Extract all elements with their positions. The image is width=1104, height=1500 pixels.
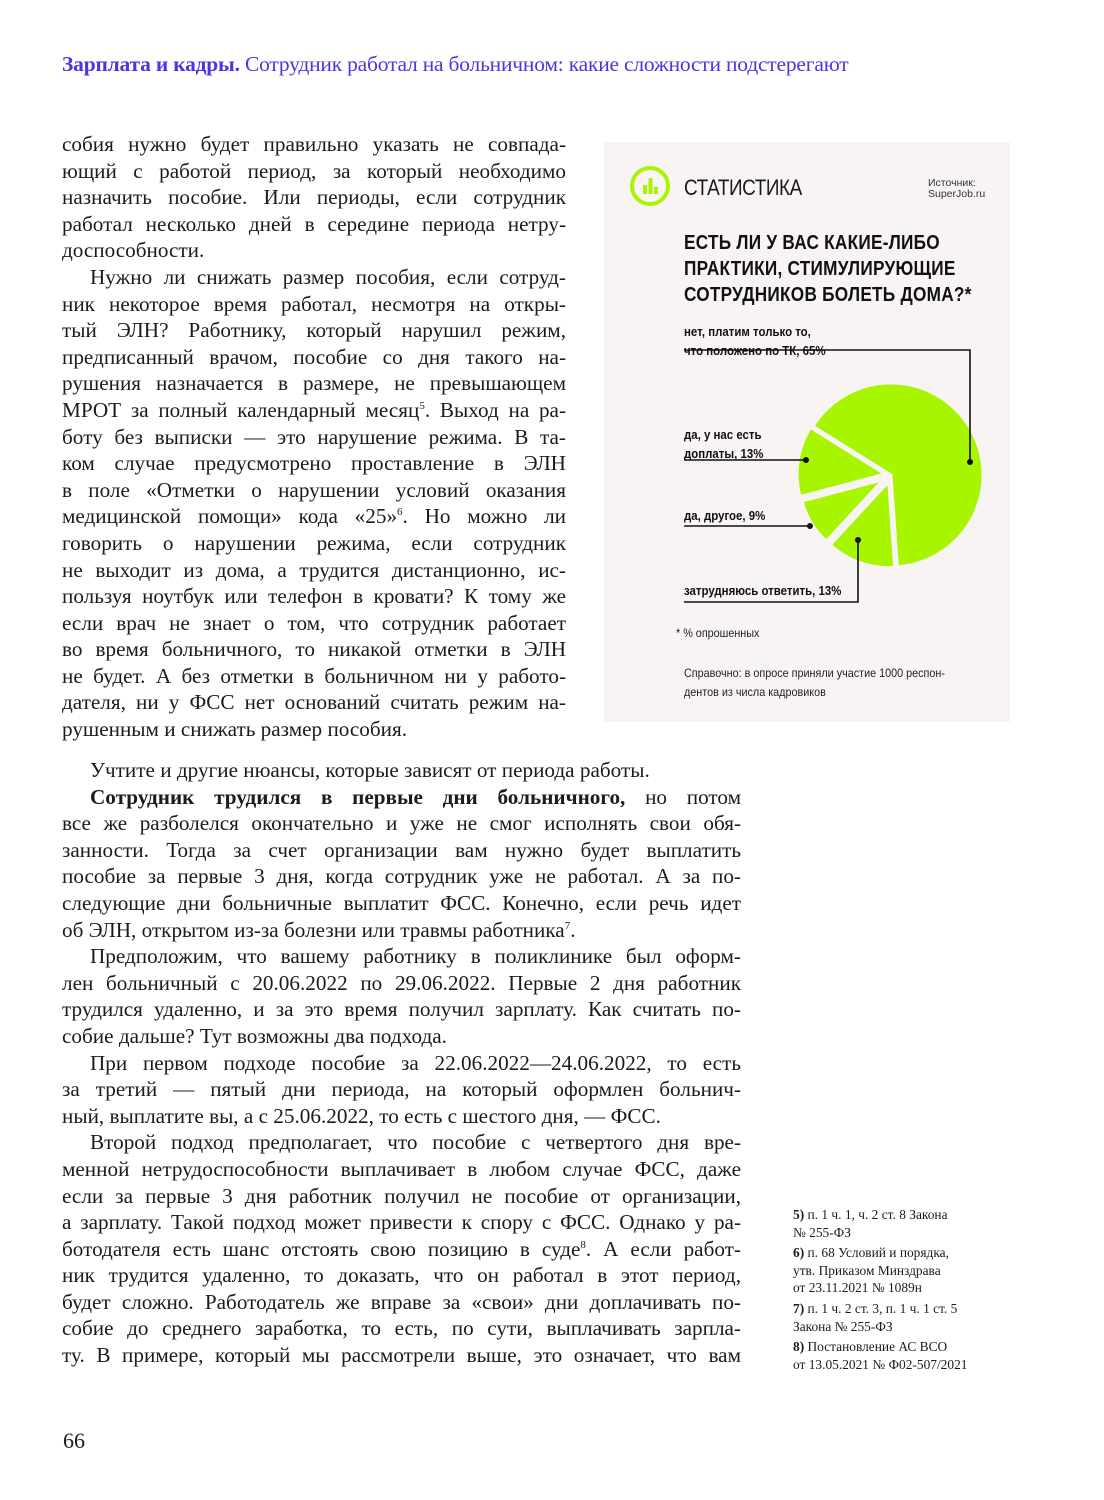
text-line: работал несколько дней в середине периода нетру- xyxy=(62,211,566,236)
footnote: 5) п. 1 ч. 1, ч. 2 ст. 8 Закона № 255-ФЗ xyxy=(793,1207,948,1240)
label-no xyxy=(684,322,826,360)
text-line: предписанный врачом, пособие со дня такого на- xyxy=(62,344,566,369)
text-line: следующие дни больничные выплатит ФСС. Конечно, если речь идет xyxy=(62,890,741,915)
text-line: во время больничного, то никакой отметки в ЭЛН xyxy=(62,637,566,662)
article-column-bottom xyxy=(62,757,741,1369)
text-line: лен больничный с 20.06.2022 по 29.06.2022. Первые 2 дня работник xyxy=(62,970,741,995)
text-line: собия нужно будет правильно указать не совпада- xyxy=(62,132,566,156)
footnote: 6) п. 68 Условий и порядка, утв. Приказом Минздрава от 23.11.2021 № 1089н xyxy=(793,1245,949,1296)
text-line: доспособности. xyxy=(62,238,205,263)
text-line: При первом подходе пособие за 22.06.2022—24.06.2022, то есть xyxy=(90,1050,741,1075)
question-line: ЕСТЬ ЛИ У ВАС КАКИЕ-ЛИБО xyxy=(684,232,940,254)
text-line: медицинской помощи» кода «25»$^6$. Но можно ли xyxy=(62,504,566,529)
text-line: ющий с работой период, за который необходимо xyxy=(62,158,566,183)
text-line: боту без выписки — это нарушение режима. В та- xyxy=(62,424,566,449)
bold-lead-in: Сотрудник трудился в первые дни больничного, xyxy=(90,784,626,809)
text-line: рушенным и снижать размер пособия. xyxy=(62,717,408,742)
running-header xyxy=(62,52,848,77)
reference-line: Справочно: в опросе приняли участие 1000 респон- xyxy=(684,666,945,680)
leader-dot xyxy=(855,537,861,543)
leader-dot xyxy=(807,523,813,529)
text-line: трудился удаленно, и за это время получил зарплату. Как считать по- xyxy=(62,997,741,1022)
text-line: ный, выплатите вы, а с 25.06.2022, то есть с шестого дня, — ФСС. xyxy=(62,1103,661,1128)
pie-chart xyxy=(604,142,1010,722)
statistics-box xyxy=(604,142,1010,722)
label-text: что положено по ТК, 65% xyxy=(684,343,826,358)
footnote-ref[interactable]: 6 xyxy=(397,506,403,519)
label-text: да, у нас есть xyxy=(684,427,762,442)
text-line: не будет. А без отметки в больничном ни у работо- xyxy=(62,663,566,688)
text-line: собие до среднего заработка, то есть, по сути, выплачивать зарпла- xyxy=(62,1316,741,1341)
text-line: за третий — пятый дни периода, на который оформлен больнич- xyxy=(62,1077,741,1102)
text-line: Учтите и другие нюансы, которые зависят от периода работы. xyxy=(90,758,650,782)
footnote: 8) Постановление АС ВСО от 13.05.2021 № Ф02-507/2021 xyxy=(793,1339,968,1372)
text-line: говорить о нарушении режима, если сотрудник xyxy=(62,530,566,555)
leader-dot xyxy=(967,459,973,465)
text-line: Предположим, что вашему работнику в поликлинике был оформ- xyxy=(90,944,741,969)
question-line: ПРАКТИКИ, СТИМУЛИРУЮЩИЕ xyxy=(684,258,956,280)
text-line: назначить пособие. Или периоды, если сотрудник xyxy=(62,185,566,210)
text-line: пособие за первые 3 дня, когда сотрудник уже не работал. А за по- xyxy=(62,864,741,889)
source-name: SuperJob.ru xyxy=(928,188,986,200)
text-line: МРОТ за полный календарный месяц$^5$. Выход на ра- xyxy=(62,397,567,422)
statistics-title: СТАТИСТИКА xyxy=(684,175,802,200)
text-line: если за первые 3 дня работник получил не пособие от организации, xyxy=(62,1183,741,1208)
footnote-ref[interactable]: 7 xyxy=(564,919,571,932)
footnote: 7) п. 1 ч. 2 ст. 3, п. 1 ч. 1 ст. 5 Закона № 255-ФЗ xyxy=(793,1300,958,1334)
text-line: занности. Тогда за счет организации вам нужно будет выплатить xyxy=(62,837,741,862)
footnote-ref[interactable]: 8 xyxy=(580,1238,586,1251)
article-title: Сотрудник работал на больничном: какие сложности подстерегают xyxy=(245,52,849,76)
text-line: собие дальше? Тут возможны два подхода. xyxy=(62,1023,447,1048)
article-column-top xyxy=(62,131,566,743)
text-line: все же разболелся окончательно и уже не смог исполнять свои обя- xyxy=(62,811,741,836)
text-line: пользуя ноутбук или телефон в кровати? К тому же xyxy=(62,584,566,609)
text-line: ту. В примере, который мы рассмотрели выше, это означает, что вам xyxy=(62,1343,741,1368)
text-line: ник трудится удаленно, то доказать, что он работал в этот период, xyxy=(62,1263,741,1288)
label-other: да, другое, 9% xyxy=(684,508,766,523)
text-line: об ЭЛН, открытом из-за болезни или травмы работника$^7$. xyxy=(62,917,576,942)
text-line: Второй подход предполагает, что пособие с четвертого дня вре- xyxy=(90,1130,741,1155)
text-line: рушения назначается в размере, не превышающем xyxy=(62,371,566,396)
section-name: Зарплата и кадры. xyxy=(62,52,240,76)
text-line: тый ЭЛН? Работнику, который нарушил режим, xyxy=(62,318,566,343)
text-line: а зарплату. Такой подход может привести к спору с ФСС. Однако у ра- xyxy=(62,1210,741,1235)
text-line: ботодателя есть шанс отстоять свою позицию в суде$^8$. А если работ- xyxy=(62,1236,741,1261)
text-line: не выходит из дома, а трудится дистанционно, ис- xyxy=(62,557,566,582)
text-line: ник некоторое время работал, несмотря на откры- xyxy=(62,291,566,316)
question-line: СОТРУДНИКОВ БОЛЕТЬ ДОМА?* xyxy=(684,284,972,306)
text-line: если врач не знает о том, что сотрудник работает xyxy=(62,610,566,635)
text-line: Нужно ли снижать размер пособия, если сотруд- xyxy=(90,264,566,289)
text-line: дателя, ни у ФСС нет оснований считать режим на- xyxy=(62,690,566,715)
label-unsure: затрудняюсь ответить, 13% xyxy=(684,583,842,598)
footnotes xyxy=(793,1206,1023,1376)
reference-note xyxy=(684,664,945,702)
footnote-ref[interactable]: 5 xyxy=(419,399,425,412)
text-line: Сотрудник трудился в первые дни больничного, но потом xyxy=(90,784,741,809)
label-text: нет, платим только то, xyxy=(684,324,811,339)
label-text: доплаты, 13% xyxy=(684,446,764,461)
text-line: будет сложно. Работодатель же вправе за «свои» дни доплачивать по- xyxy=(62,1289,741,1314)
reference-line: дентов из числа кадровиков xyxy=(684,685,826,699)
percent-note: * % опрошенных xyxy=(676,626,760,640)
text-line: в поле «Отметки о нарушении условий оказания xyxy=(62,477,566,502)
page-number: 66 xyxy=(63,1428,85,1453)
text-line: ком случае предусмотрено проставление в ЭЛН xyxy=(62,451,566,476)
source-label: Источник: xyxy=(928,177,976,189)
leader-dot xyxy=(803,457,809,463)
text-line: менной нетрудоспособности выплачивает в любом случае ФСС, даже xyxy=(62,1156,741,1181)
label-bonus xyxy=(684,425,763,463)
